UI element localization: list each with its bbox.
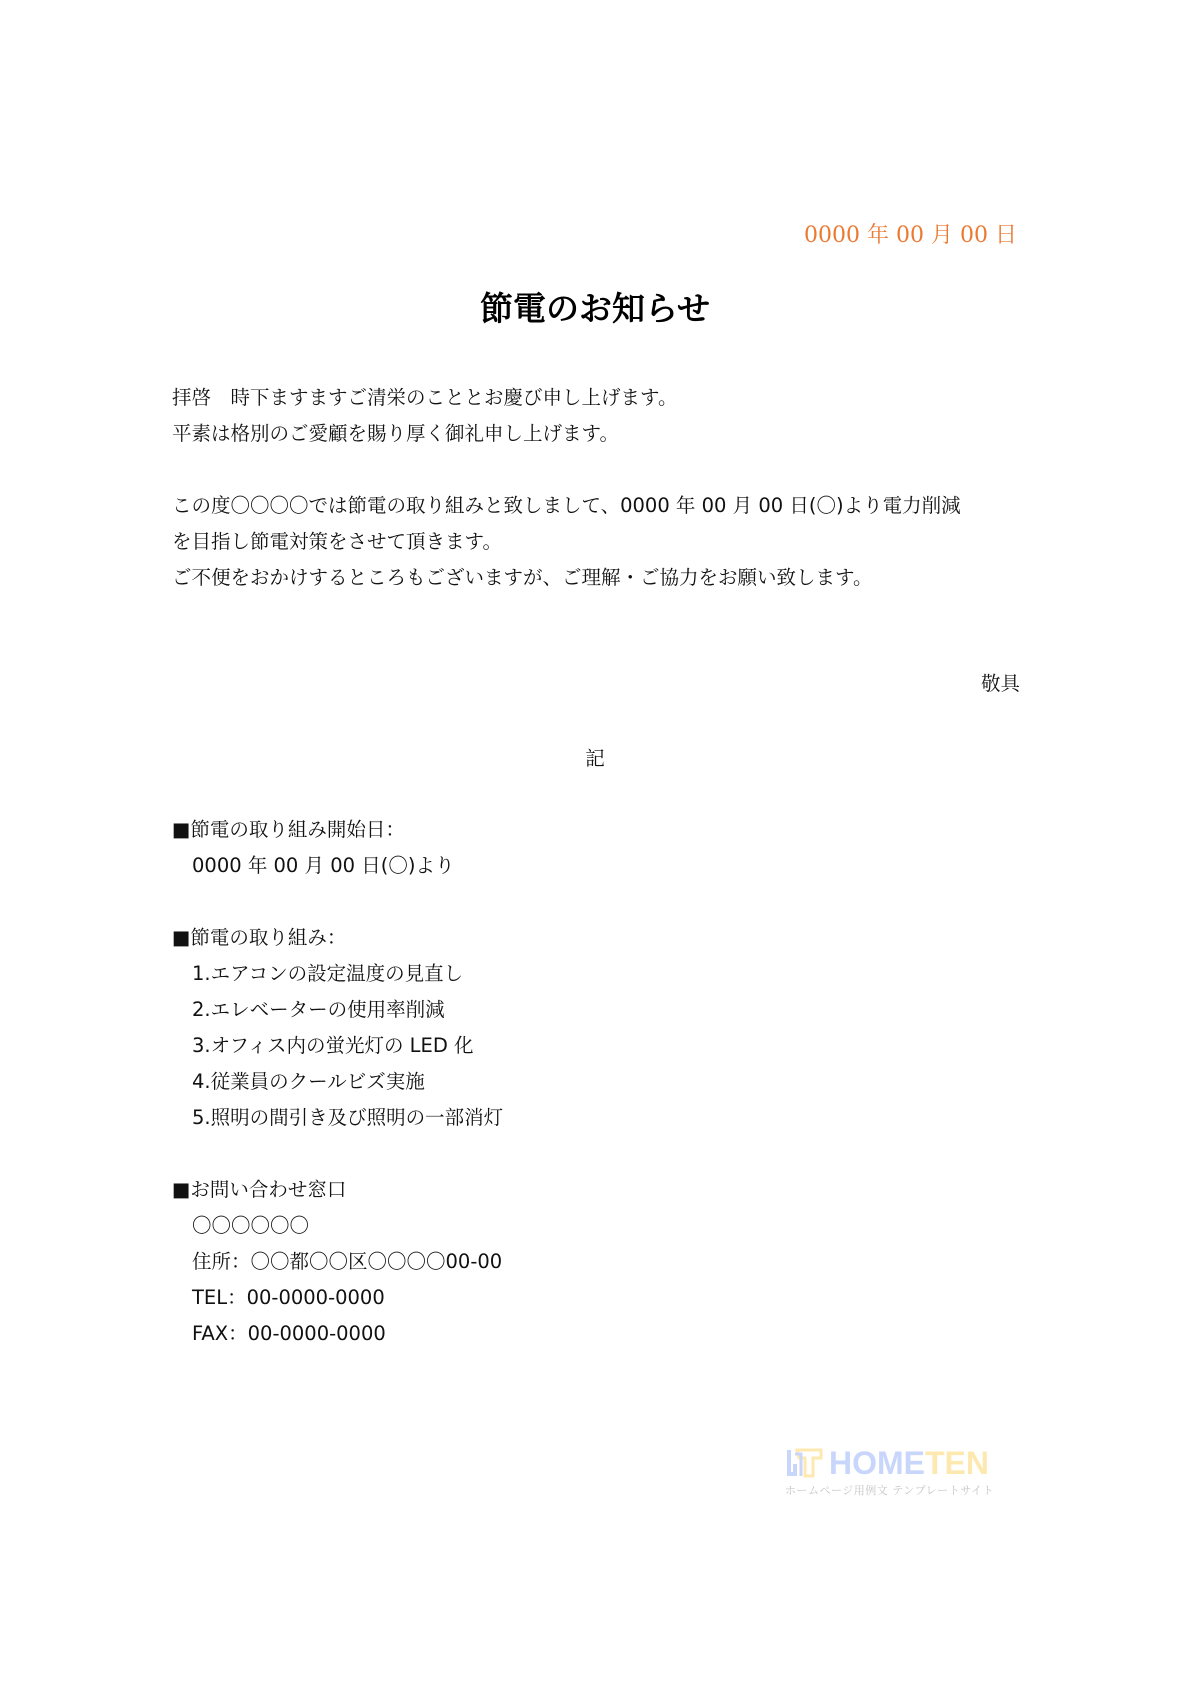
contact-address: 住所：〇〇都〇〇区〇〇〇〇00-00 — [192, 1250, 503, 1273]
body-block — [172, 488, 961, 596]
contact-fax: FAX：00-0000-0000 — [192, 1322, 386, 1345]
section-start-date — [172, 812, 454, 884]
hometen-logo-icon — [785, 1448, 823, 1478]
greeting-block — [172, 380, 677, 452]
section-heading: ■節電の取り組み開始日： — [172, 818, 405, 841]
section-heading: ■お問い合わせ窓口 — [172, 1178, 347, 1201]
ki-heading: 記 — [585, 747, 605, 770]
document-title: 節電のお知らせ — [479, 289, 710, 328]
measure-item: 3.オフィス内の蛍光灯の LED 化 — [192, 1034, 474, 1057]
measure-item: 5.照明の間引き及び照明の一部消灯 — [192, 1106, 504, 1129]
section-measures — [172, 920, 503, 1136]
document-date: 0000 年 00 月 00 日 — [804, 223, 1017, 248]
measure-item: 4.従業員のクールビズ実施 — [192, 1070, 425, 1093]
section-contact — [172, 1172, 502, 1352]
hometen-tagline: ホームページ用例文 テンプレートサイト — [785, 1484, 995, 1497]
body-line: この度〇〇〇〇では節電の取り組みと致しまして、0000 年 00 月 00 日(〇)より電力削減 — [172, 494, 961, 517]
greeting-line: 平素は格別のご愛顧を賜り厚く御礼申し上げます。 — [172, 422, 619, 445]
hometen-wordmark: HOMETEN — [829, 1445, 989, 1481]
body-line: を目指し節電対策をさせて頂きます。 — [172, 530, 502, 553]
contact-name: 〇〇〇〇〇〇 — [192, 1214, 310, 1237]
measure-item: 1.エアコンの設定温度の見直し — [192, 962, 464, 985]
section-heading: ■節電の取り組み： — [172, 926, 347, 949]
contact-tel: TEL：00-0000-0000 — [192, 1286, 385, 1309]
hometen-watermark — [785, 1446, 1010, 1506]
closing-keigu: 敬具 — [980, 672, 1020, 695]
greeting-line: 拝啓 時下ますますご清栄のこととお慶び申し上げます。 — [172, 386, 678, 409]
body-line: ご不便をおかけするところもございますが、ご理解・ご協力をお願い致します。 — [172, 566, 873, 589]
start-date-value: 0000 年 00 月 00 日(〇)より — [192, 854, 455, 877]
measure-item: 2.エレベーターの使用率削減 — [192, 998, 445, 1021]
